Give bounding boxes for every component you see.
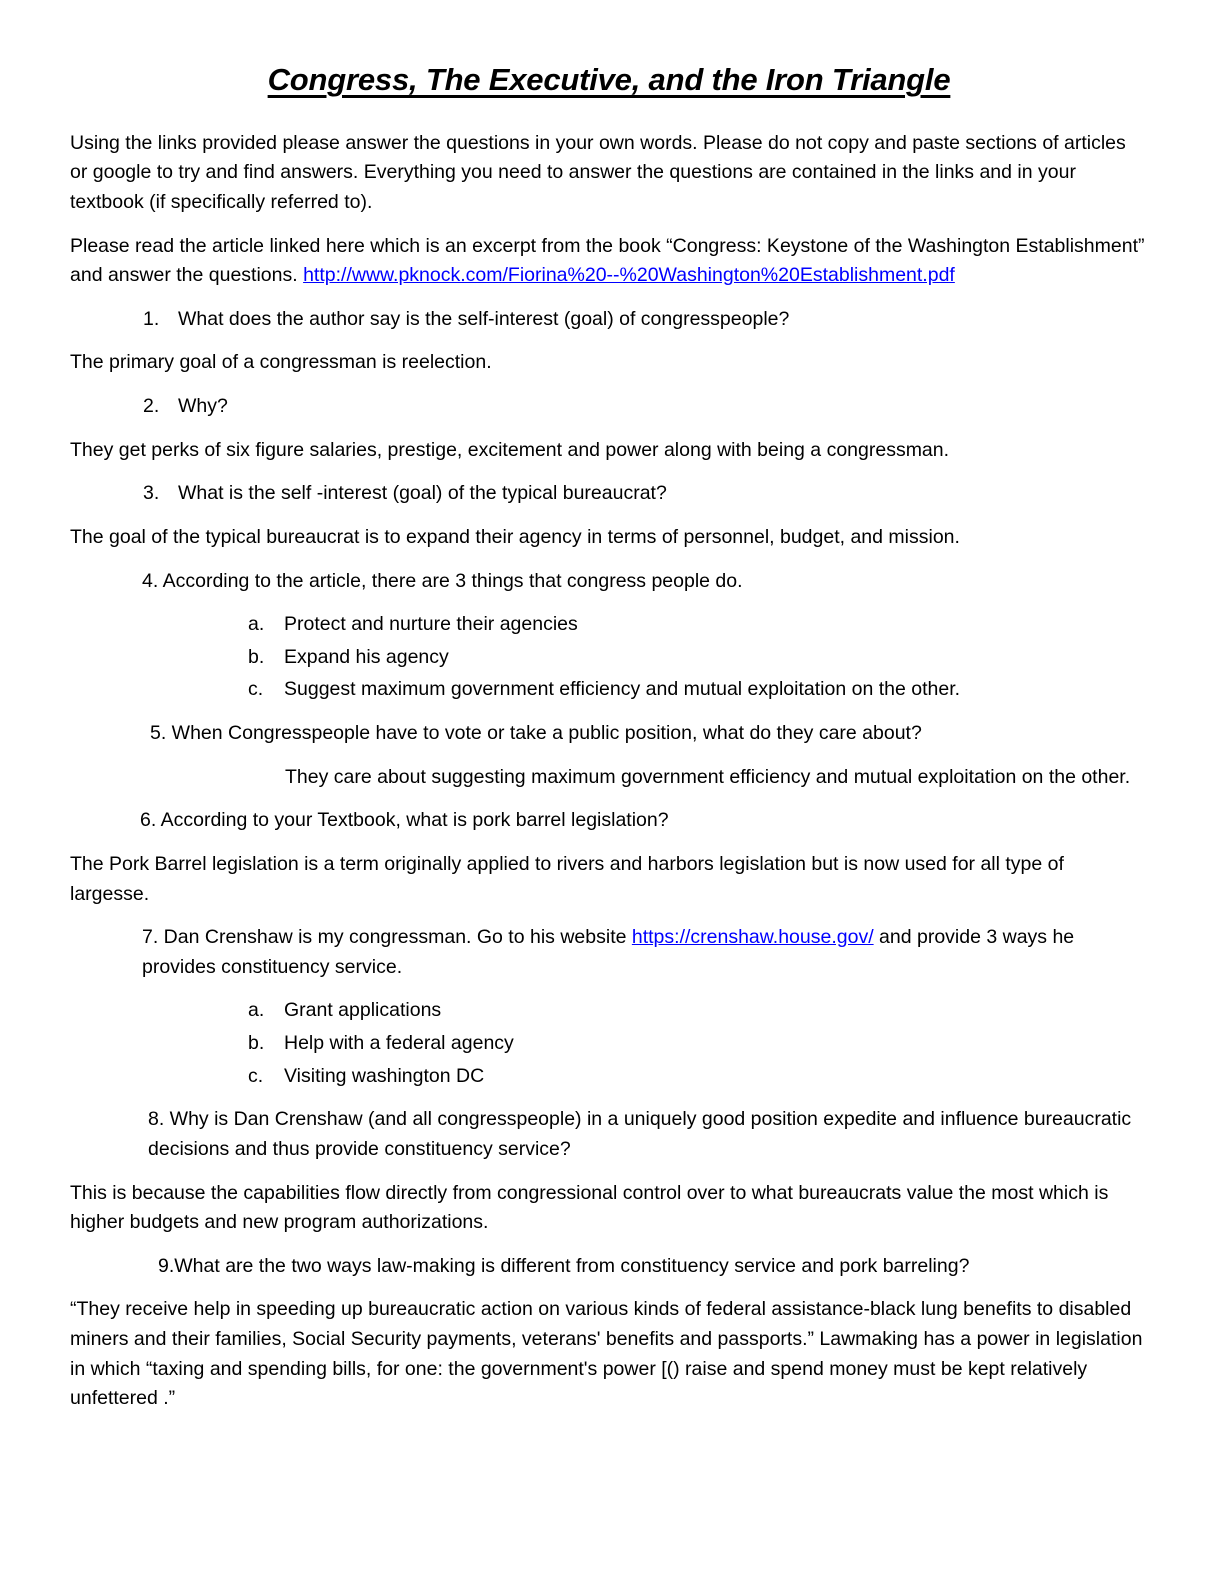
answer-1: The primary goal of a congressman is reelection. (70, 351, 492, 374)
question-3 (70, 479, 1148, 509)
question-4 (70, 567, 1148, 597)
page-title: Congress, The Executive, and the Iron Triangle (267, 62, 951, 97)
crenshaw-website-link[interactable]: https://crenshaw.house.gov/ (631, 926, 874, 949)
list-item (70, 610, 1148, 640)
sub-item-text: Grant applications (284, 999, 442, 1022)
sub-item-marker: b. (248, 645, 265, 668)
question-2-text: Why? (178, 395, 228, 418)
question-1-marker: 1. (143, 307, 160, 330)
answer-8: This is because the capabilities flow directly from congressional control over to what bureaucrats value the most which is higher budgets and new program authorizations. (70, 1181, 1109, 1234)
question-1-text: What does the author say is the self-interest (goal) of congresspeople? (178, 307, 790, 330)
question-7-text-after-link: and provide 3 ways he provides constituency service. (142, 926, 1075, 978)
question-6 (70, 806, 1148, 836)
list-item (70, 675, 1148, 705)
question-7-text-before-link: 7. Dan Crenshaw is my congressman. Go to his website (142, 926, 632, 949)
answer-9: “They receive help in speeding up bureaucratic action on various kinds of federal assistance-black lung benefits to disabled miners and their families, Social Security payments, veterans' benefits and passports.” Lawmaking has a power in legislation in which “taxing and spending bills, for one: the government's power [() raise and spend money must be kept relatively unfettered .” (70, 1298, 1143, 1410)
article-pdf-link[interactable]: http://www.pknock.com/Fiorina%20--%20Washington%20Establishment.pdf (303, 264, 955, 287)
question-7 (70, 923, 1148, 982)
sub-item-marker: a. (248, 999, 265, 1022)
list-item (70, 996, 1148, 1026)
instruction-paragraph (70, 232, 1148, 291)
question-2 (70, 392, 1148, 422)
question-5-text: 5. When Congresspeople have to vote or take a public position, what do they care about? (150, 722, 922, 745)
question-2-marker: 2. (143, 395, 160, 418)
sub-item-marker: a. (248, 613, 265, 636)
list-item (70, 643, 1148, 673)
sub-item-marker: b. (248, 1032, 265, 1055)
question-7-sublist (70, 996, 1148, 1091)
instruction-lead-text: Please read the article linked here which is an excerpt from the book “Congress: Keystone of the Washington Establishment” and answer the questions. (70, 234, 1145, 287)
question-4-text: 4. According to the article, there are 3 things that congress people do. (142, 569, 743, 592)
answer-3: The goal of the typical bureaucrat is to expand their agency in terms of personnel, budget, and mission. (70, 525, 960, 548)
list-item (70, 1062, 1148, 1092)
answer-2: They get perks of six figure salaries, prestige, excitement and power along with being a congressman. (70, 438, 950, 461)
sub-item-text: Help with a federal agency (284, 1032, 514, 1055)
question-8-text: 8. Why is Dan Crenshaw (and all congresspeople) in a uniquely good position expedite and influence bureaucratic decisions and thus provide constituency service? (148, 1108, 1132, 1160)
question-5 (70, 719, 1148, 749)
document-body (70, 62, 1148, 1428)
sub-item-marker: c. (248, 1064, 264, 1087)
question-4-sublist (70, 610, 1148, 705)
question-8 (70, 1105, 1148, 1164)
question-9 (70, 1252, 1148, 1282)
list-item (70, 1029, 1148, 1059)
answer-5: They care about suggesting maximum government efficiency and mutual exploitation on the other. (285, 765, 1131, 788)
question-3-text: What is the self -interest (goal) of the typical bureaucrat? (178, 482, 667, 505)
question-3-marker: 3. (143, 482, 160, 505)
question-7-text (142, 923, 1148, 982)
sub-item-text: Suggest maximum government efficiency and mutual exploitation on the other. (284, 678, 961, 701)
sub-item-text: Protect and nurture their agencies (284, 613, 578, 636)
sub-item-marker: c. (248, 678, 264, 701)
question-9-text: 9.What are the two ways law-making is different from constituency service and pork barreling? (158, 1254, 970, 1277)
sub-item-text: Expand his agency (284, 645, 449, 668)
answer-6: The Pork Barrel legislation is a term originally applied to rivers and harbors legislation but is now used for all type of largesse. (70, 852, 1064, 905)
sub-item-text: Visiting washington DC (284, 1064, 485, 1087)
question-6-text: 6. According to your Textbook, what is pork barrel legislation? (140, 809, 669, 832)
intro-paragraph: Using the links provided please answer the questions in your own words. Please do not copy and paste sections of articles or google to try and find answers. Everything you need to answer the questions are contained in the links and in your textbook (if specifically referred to). (70, 131, 1126, 213)
question-1 (70, 305, 1148, 335)
